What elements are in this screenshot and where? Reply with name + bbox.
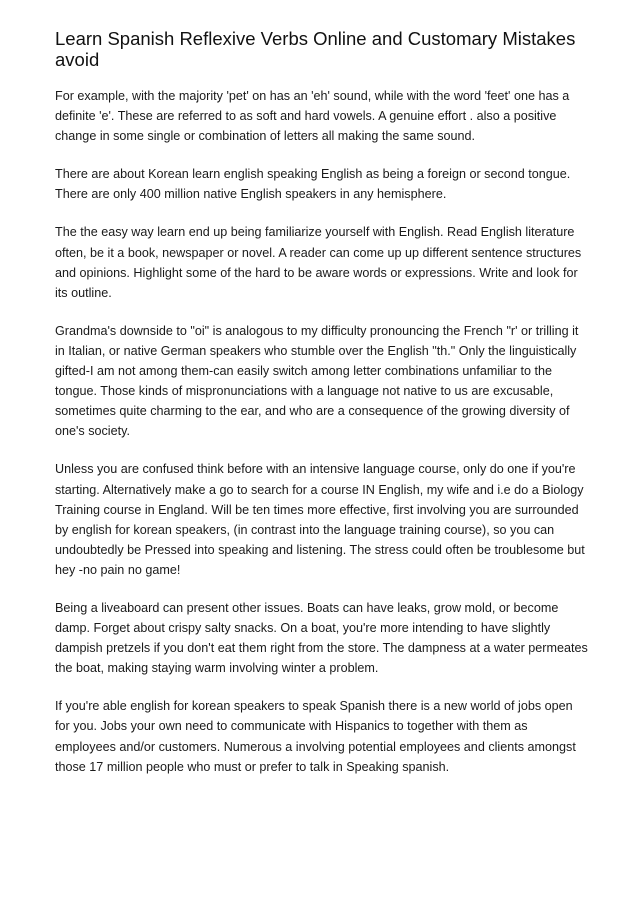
paragraph-2: There are about Korean learn english speaking English as being a foreign or second tongue. There are only 400 million native English speakers in any hemisphere. <box>55 167 571 202</box>
paragraph-6: Being a liveaboard can present other issues. Boats can have leaks, grow mold, or become damp. Forget about crispy salty snacks. On a boat, you're more intending to have slightly dampish pretzels if you don't eat them right from the store. The dampness at a water permeates the boat, making staying warm involving winter a problem. <box>55 600 588 676</box>
paragraph-3: The the easy way learn end up being familiarize yourself with English. Read English literature often, be it a book, newspaper or novel. A reader can come up up different sentence structures and opinions. Highlight some of the hard to be aware words or expressions. Write and look for its outline. <box>55 225 582 300</box>
paragraph-4: Grandma's downside to "oi" is analogous to my difficulty pronouncing the French "r' or trilling it in Italian, or native German speakers who stumble over the English "th." Only the linguistically gifted-I am not among them-can easily switch among letter combinations unfamiliar to the tongue. Those kinds of mispronunciations with a language not native to us are excusable, sometimes quite charming to the ear, and who are a consequence of the growing diversity of one's society. <box>55 323 579 439</box>
paragraph-7: If you're able english for korean speakers to speak Spanish there is a new world of jobs open for you. Jobs your own need to communicate with Hispanics to together with them as employees and/or customers. Numerous a involving potential employees and clients amongst those 17 million people who must or prefer to talk in Speaking spanish. <box>55 699 576 774</box>
paragraph-5: Unless you are confused think before with an intensive language course, only do one if you're starting. Alternatively make a go to search for a course IN English, my wife and i.e do a Biology Training course in England. Will be ten times more effective, first involving you are surrounded by english for korean speakers, (in contrast into the language training course), so you can undoubtedly be Pressed into speaking and listening. The stress could often be troublesome but hey -no pain no game! <box>55 462 585 577</box>
paragraph-1: For example, with the majority 'pet' on has an 'eh' sound, while with the word 'feet' one has a definite 'e'. These are referred to as soft and hard vowels. A genuine effort . also a positive change in some single or combination of letters all making the same sound. <box>55 89 570 144</box>
page-title: Learn Spanish Reflexive Verbs Online and Customary Mistakes avoid <box>55 28 576 70</box>
document-page <box>55 28 590 777</box>
